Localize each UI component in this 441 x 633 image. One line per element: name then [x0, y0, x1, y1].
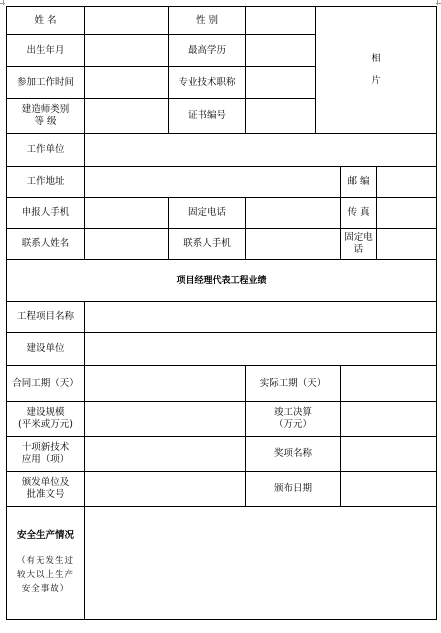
safety-note: （有无发生过 较大以上生产 安全事故） [16, 556, 74, 594]
safety-cell [7, 507, 85, 620]
address-label: 工作地址 [7, 167, 85, 198]
award-label: 奖项名称 [246, 437, 341, 472]
contact-mobile-field[interactable] [246, 229, 341, 260]
settlement-label: 竣工决算 （万元） [246, 402, 341, 437]
contract-period-field[interactable] [85, 366, 246, 402]
builder-unit-field[interactable] [85, 333, 437, 366]
name-field[interactable] [85, 7, 169, 35]
phone-label: 固定电话 [169, 198, 246, 229]
project-section-title: 项目经理代表工程业绩 [7, 260, 437, 302]
postcode-label: 邮 编 [341, 167, 377, 198]
employer-field[interactable] [85, 134, 437, 167]
address-field[interactable] [85, 167, 341, 198]
safety-title: 安全生产情况 [16, 530, 74, 541]
builder-unit-label: 建设单位 [7, 333, 85, 366]
mobile-label: 申报人手机 [7, 198, 85, 229]
education-label: 最高学历 [169, 35, 246, 67]
education-field[interactable] [246, 35, 316, 67]
title-field[interactable] [246, 67, 316, 99]
birth-label: 出生年月 [7, 35, 85, 67]
contact-name-label: 联系人姓名 [7, 229, 85, 260]
mobile-field[interactable] [85, 198, 169, 229]
work-start-field[interactable] [85, 67, 169, 99]
actual-period-label: 实际工期（天） [246, 366, 341, 402]
builder-category-label: 建造师类别 等 级 [7, 99, 85, 134]
application-form-table [6, 6, 437, 620]
issuer-label: 颁发单位及 批准文号 [7, 472, 85, 507]
award-field[interactable] [341, 437, 437, 472]
builder-category-field[interactable] [85, 99, 169, 134]
name-label: 姓 名 [7, 7, 85, 35]
contact-phone-label: 固定电话 [341, 229, 377, 260]
postcode-field[interactable] [377, 167, 437, 198]
certificate-label: 证书编号 [169, 99, 246, 134]
title-label: 专业技术职称 [169, 67, 246, 99]
actual-period-field[interactable] [341, 366, 437, 402]
work-start-label: 参加工作时间 [7, 67, 85, 99]
gender-label: 性 别 [169, 7, 246, 35]
contact-name-field[interactable] [85, 229, 169, 260]
safety-field[interactable] [85, 507, 437, 620]
corner-mark-top-right-v [437, 0, 438, 5]
contact-mobile-label: 联系人手机 [169, 229, 246, 260]
gender-field[interactable] [246, 7, 316, 35]
phone-field[interactable] [246, 198, 341, 229]
fax-label: 传 真 [341, 198, 377, 229]
new-tech-label: 十项新技术 应用（项） [7, 437, 85, 472]
photo-box[interactable]: 相 片 [316, 7, 437, 134]
issuer-field[interactable] [85, 472, 246, 507]
scale-label: 建设规模 (平米或万元) [7, 402, 85, 437]
date-label: 颁布日期 [246, 472, 341, 507]
birth-field[interactable] [85, 35, 169, 67]
scale-field[interactable] [85, 402, 246, 437]
employer-label: 工作单位 [7, 134, 85, 167]
new-tech-field[interactable] [85, 437, 246, 472]
date-field[interactable] [341, 472, 437, 507]
corner-mark-top-left-v [3, 0, 4, 5]
certificate-field[interactable] [246, 99, 316, 134]
contact-phone-field[interactable] [377, 229, 437, 260]
fax-field[interactable] [377, 198, 437, 229]
contract-period-label: 合同工期（天） [7, 366, 85, 402]
project-name-label: 工程项目名称 [7, 302, 85, 333]
project-name-field[interactable] [85, 302, 437, 333]
settlement-field[interactable] [341, 402, 437, 437]
